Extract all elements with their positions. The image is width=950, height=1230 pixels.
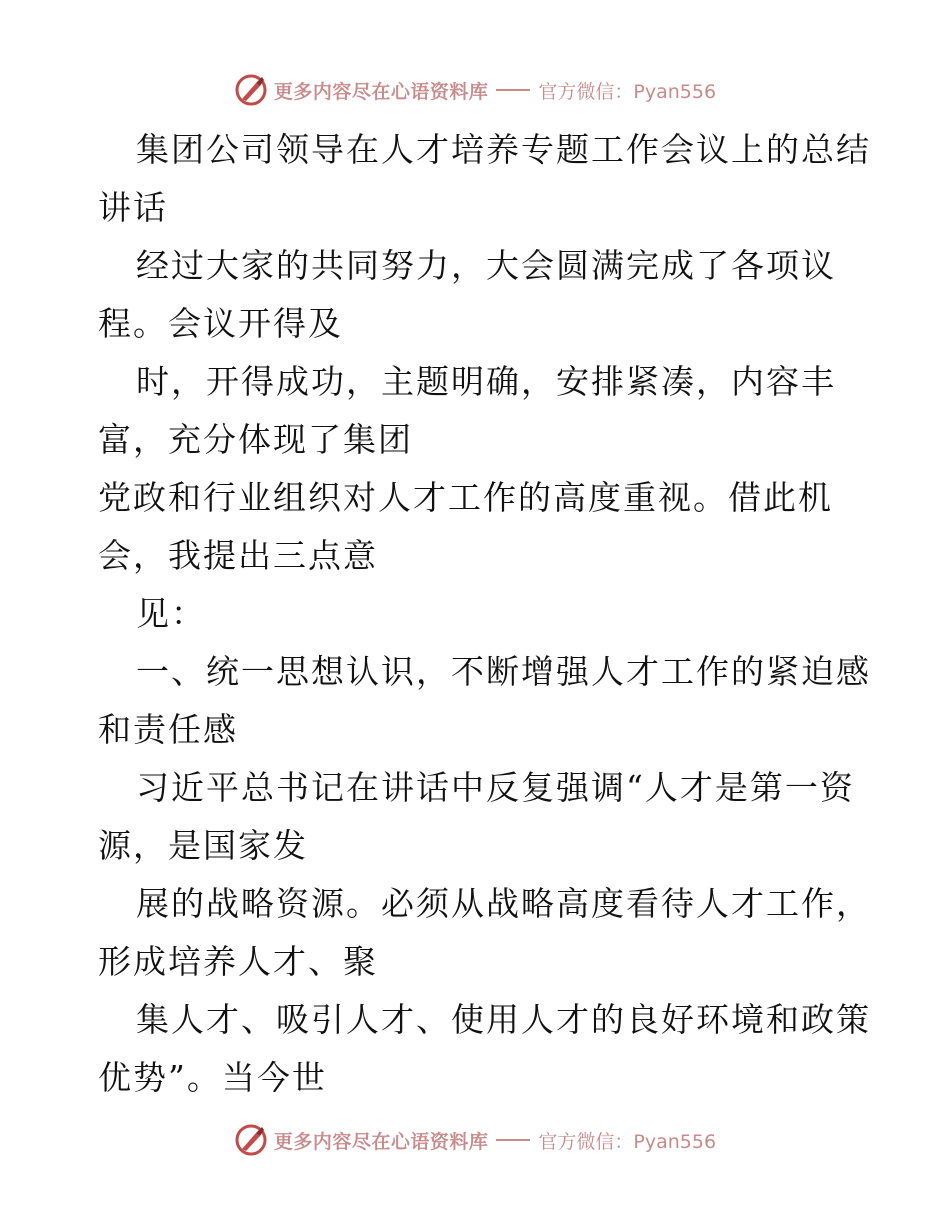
text-line: 形成培养人才、聚: [98, 942, 378, 981]
text-line: 讲话: [98, 188, 168, 227]
text-line: 党政和行业组织对人才工作的高度重视。借此机: [98, 478, 833, 517]
text-line: 优势”。当今世: [98, 1058, 327, 1097]
text-line: 时，开得成功，主题明确，安排紧凑，内容丰: [136, 362, 836, 401]
text-line: 见：: [136, 594, 206, 633]
text-line: 程。会议开得及: [98, 304, 343, 343]
text-line: 集人才、吸引人才、使用人才的良好环境和政策: [136, 1000, 871, 1039]
text-line: 一、统一思想认识，不断增强人才工作的紧迫感: [136, 652, 871, 691]
quill-pen-logo-icon: [234, 73, 268, 107]
text-line: 习近平总书记在讲话中反复强调“人才是第一资: [136, 768, 855, 807]
banner-dash: [496, 1139, 530, 1141]
header-banner: [0, 70, 950, 110]
document-body: [98, 121, 871, 1107]
text-line: 和责任感: [98, 710, 238, 749]
text-line: 会，我提出三点意: [98, 536, 378, 575]
footer-banner: [0, 1120, 950, 1160]
text-line: 富，充分体现了集团: [98, 420, 413, 459]
banner-text: 更多内容尽在心语资料库: [273, 1130, 489, 1153]
text-line: 源，是国家发: [98, 826, 308, 865]
text-line: 展的战略资源。必须从战略高度看待人才工作，: [136, 884, 871, 923]
banner-wechat: 官方微信：Pyan556: [538, 80, 717, 103]
banner-text: 更多内容尽在心语资料库: [273, 80, 489, 103]
banner-dash: [496, 89, 530, 91]
quill-pen-logo-icon: [234, 1123, 268, 1157]
banner-wechat: 官方微信：Pyan556: [538, 1130, 717, 1153]
text-line: 集团公司领导在人才培养专题工作会议上的总结: [136, 130, 871, 169]
text-line: 经过大家的共同努力，大会圆满完成了各项议: [136, 246, 836, 285]
